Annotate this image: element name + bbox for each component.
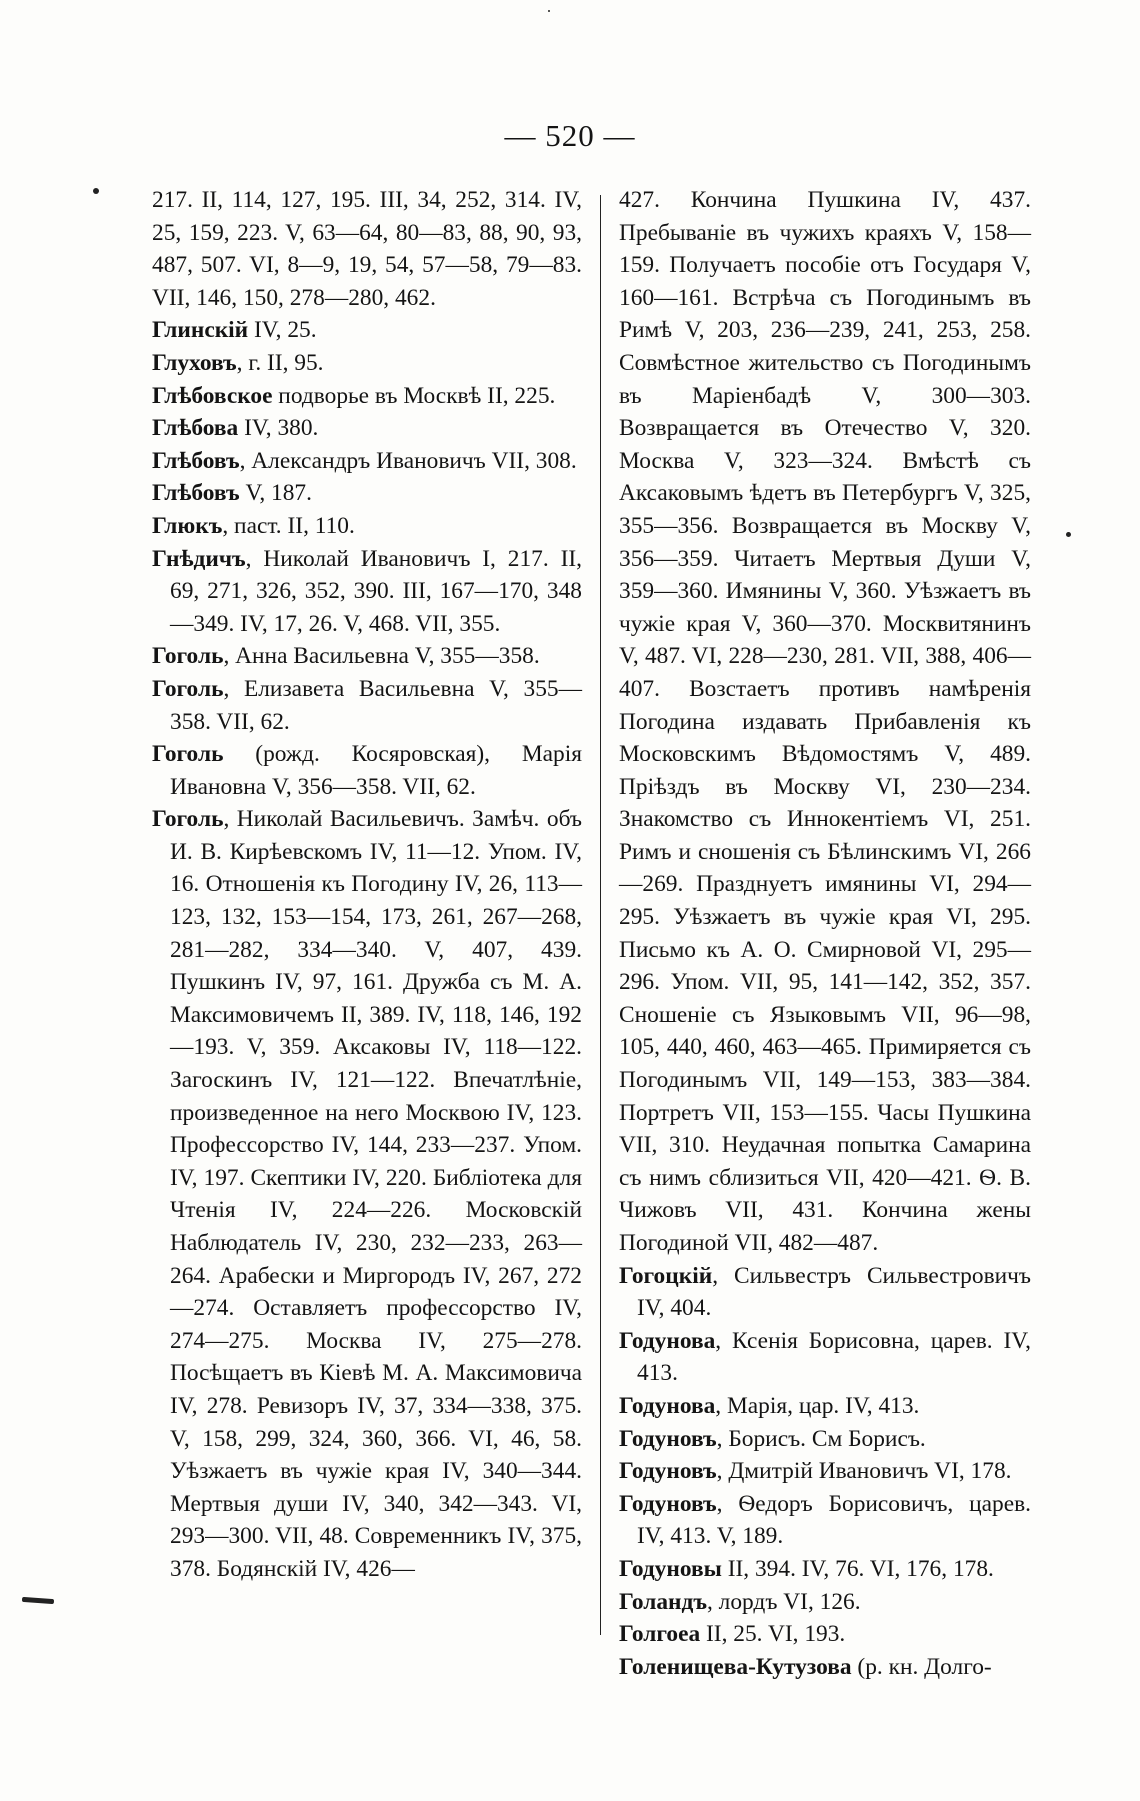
entry-headword: Гоголь — [152, 741, 224, 768]
entry-references: V, 187. — [239, 480, 312, 507]
entry-headword: Глѣбова — [152, 415, 239, 442]
index-column-left — [152, 184, 582, 1586]
entry-headword: Глинскій — [152, 317, 249, 344]
entry-headword: Годуновъ — [619, 1425, 717, 1452]
entry-references: 427. Кончина Пушкина IV, 437. Пребываніе въ чужихъ краяхъ V, 158—159. Получаетъ пособіе отъ Государя V, 160—161. Встрѣча съ Погодинымъ въ Римѣ V, 203, 236—239, 241, 253, 258. Совмѣстное жительство съ Погодинымъ въ Маріенбадѣ V, 300—303. Возвращается въ Отечество V, 320. Москва V, 323—324. Вмѣстѣ съ Аксаковымъ ѣдетъ въ Петербургъ V, 325, 355—356. Возвращается въ Москву V, 356—359. Читаетъ Мертвыя Души V, 359—360. Имянины V, 360. Уѣзжаетъ въ чужіе края V, 360—370. Москвитянинъ V, 487. VI, 228—230, 281. VII, 388, 406—407. Возстаетъ противъ намѣренія Погодина издавать Прибавленія къ Московскимъ Вѣдомостямъ V, 489. Пріѣздъ въ Москву VI, 230—234. Знакомство съ Иннокентіемъ VI, 251. Римъ и сношенія съ Бѣлинскимъ VI, 266—269. Празднуетъ имянины VI, 294—295. Уѣзжаетъ въ чужіе края VI, 295. Письмо къ А. О. Смирновой VI, 295—296. Упом. VII, 95, 141—142, 352, 357. Сношеніе съ Языковымъ VII, 96—98, 105, 440, 460, 463—465. Примиряется съ Погодинымъ VII, 149—153, 383—384. Портретъ VII, 153—155. Часы Пушкина VII, 310. Неудачная попытка Самарина съ нимъ сблизиться VII, 420—421. Ѳ. В. Чижовъ VII, 431. Кончина жены Погодиной VII, 482—487. — [619, 187, 1031, 1256]
page-number: — 520 — — [504, 118, 636, 153]
entry-headword: Глѣбовъ — [152, 480, 240, 507]
entry-references: , Дмитрій Ивановичъ VI, 178. — [716, 1458, 1012, 1485]
entry-references: , Ксенія Борисовна, царев. IV, 413. — [637, 1327, 1031, 1387]
index-entry — [619, 1423, 1031, 1456]
entry-headword: Годуновъ — [619, 1458, 717, 1485]
entry-headword: Глѣбовъ — [152, 447, 240, 474]
entry-headword: Годунова — [619, 1327, 716, 1354]
entry-references: , Елизавета Васильевна V, 355—358. VII, 62. — [170, 675, 582, 735]
entry-headword: Голандъ — [619, 1588, 707, 1615]
entry-headword: Гнѣдичъ — [152, 545, 246, 572]
entry-headword: Годуновъ — [619, 1490, 717, 1517]
entry-headword: Глюкъ — [152, 512, 223, 539]
index-entry — [619, 1488, 1031, 1553]
entry-references: , лордъ VI, 126. — [706, 1588, 861, 1615]
index-entry — [152, 347, 582, 380]
entry-headword: Годунова — [619, 1392, 716, 1419]
entry-references: , Борисъ. См Борисъ. — [716, 1425, 926, 1452]
entry-headword: Годуновы — [619, 1555, 722, 1582]
entry-references: , паст. II, 110. — [222, 512, 355, 539]
entry-references: , Анна Васильевна V, 355—358. — [223, 643, 540, 670]
entry-headword: Гоголь — [152, 675, 224, 702]
index-entry — [152, 184, 582, 314]
ink-speck — [93, 188, 99, 194]
entry-references: , Ѳедоръ Борисовичъ, царев. IV, 413. V, 189. — [637, 1490, 1031, 1550]
entry-references: (рожд. Косяровская), Марія Ивановна V, 356—358. VII, 62. — [170, 741, 582, 800]
index-entry — [152, 445, 582, 478]
entry-headword: Голгоеа — [619, 1621, 701, 1648]
entry-references: 217. II, 114, 127, 195. III, 34, 252, 314. IV, 25, 159, 223. V, 63—64, 80—83, 88, 90, 93, 487, 507. VI, 8—9, 19, 54, 57—58, 79—83. VII, 146, 150, 278—280, 462. — [152, 187, 582, 311]
column-divider — [600, 195, 601, 1635]
index-entry — [152, 543, 582, 641]
index-entry — [152, 380, 582, 413]
entry-references: , Марія, цар. IV, 413. — [715, 1392, 920, 1419]
entry-references: II, 394. IV, 76. VI, 176, 178. — [721, 1555, 994, 1582]
index-entry — [152, 640, 582, 673]
index-entry — [619, 1651, 1031, 1684]
index-entry — [619, 1455, 1031, 1488]
entry-headword: Гоголь — [152, 806, 224, 833]
index-entry — [619, 1553, 1031, 1586]
entry-references: IV, 25. — [248, 317, 317, 344]
entry-headword: Глѣбовское — [152, 382, 273, 409]
entry-headword: Гоголь — [152, 643, 224, 670]
entry-references: , г. II, 95. — [236, 349, 324, 376]
index-entry — [619, 1618, 1031, 1651]
index-entry — [619, 1325, 1031, 1390]
entry-references: , Сильвестръ Сильвестровичъ IV, 404. — [637, 1262, 1031, 1322]
index-entry — [152, 477, 582, 510]
entry-headword: Гогоцкій — [619, 1262, 713, 1289]
index-entry — [619, 1586, 1031, 1619]
ink-speck — [1066, 532, 1071, 537]
entry-references: , Александръ Ивановичъ VII, 308. — [239, 447, 577, 474]
index-entry — [152, 314, 582, 347]
index-entry — [152, 412, 582, 445]
entry-references: , Николай Ивановичъ I, 217. II, 69, 271, 326, 352, 390. III, 167—170, 348—349. IV, 17, 26. V, 468. VII, 355. — [170, 545, 582, 637]
index-entry — [619, 184, 1031, 1260]
margin-dash-mark — [22, 1597, 54, 1604]
index-entry — [152, 510, 582, 543]
entry-headword: Глуховъ — [152, 349, 237, 376]
entry-references: подворье въ Москвѣ II, 225. — [272, 382, 556, 409]
index-column-right — [619, 184, 1031, 1683]
index-entry — [152, 738, 582, 803]
index-entry — [619, 1390, 1031, 1423]
index-entry — [152, 803, 582, 1585]
index-entry — [619, 1260, 1031, 1325]
index-entry — [152, 673, 582, 738]
entry-references: II, 25. VI, 193. — [700, 1621, 846, 1648]
entry-references: (р. кн. Долго- — [851, 1653, 992, 1680]
ink-speck — [548, 10, 550, 12]
entry-references: IV, 380. — [238, 415, 319, 442]
entry-references: , Николай Васильевичъ. Замѣч. объ И. В. Кирѣевскомъ IV, 11—12. Упом. IV, 16. Отношенія къ Погодину IV, 26, 113—123, 132, 153—154, 173, 261, 267—268, 281—282, 334—340. V, 407, 439. Пушкинъ IV, 97, 161. Дружба съ М. А. Максимовичемъ II, 389. IV, 118, 146, 192—193. V, 359. Аксаковы IV, 118—122. Загоскинъ IV, 121—122. Впечатлѣніе, произведенное на него Москвою IV, 123. Профессорство IV, 144, 233—237. Упом. IV, 197. Скептики IV, 220. Библіотека для Чтенія IV, 224—226. Московскій Наблюдатель IV, 230, 232—233, 263—264. Арабески и Миргородъ IV, 267, 272—274. Оставляетъ профессорство IV, 274—275. Москва IV, 275—278. Посѣщаетъ въ Кіевѣ М. А. Максимовича IV, 278. Ревизоръ IV, 37, 334—338, 375. V, 158, 299, 324, 360, 366. VI, 46, 58. Уѣзжаетъ въ чужіе края IV, 340—344. Мертвыя души IV, 340, 342—343. VI, 293—300. VII, 48. Современникъ IV, 375, 378. Бодянскій IV, 426— — [170, 806, 582, 1582]
entry-headword: Голенищева-Кутузова — [619, 1653, 852, 1680]
